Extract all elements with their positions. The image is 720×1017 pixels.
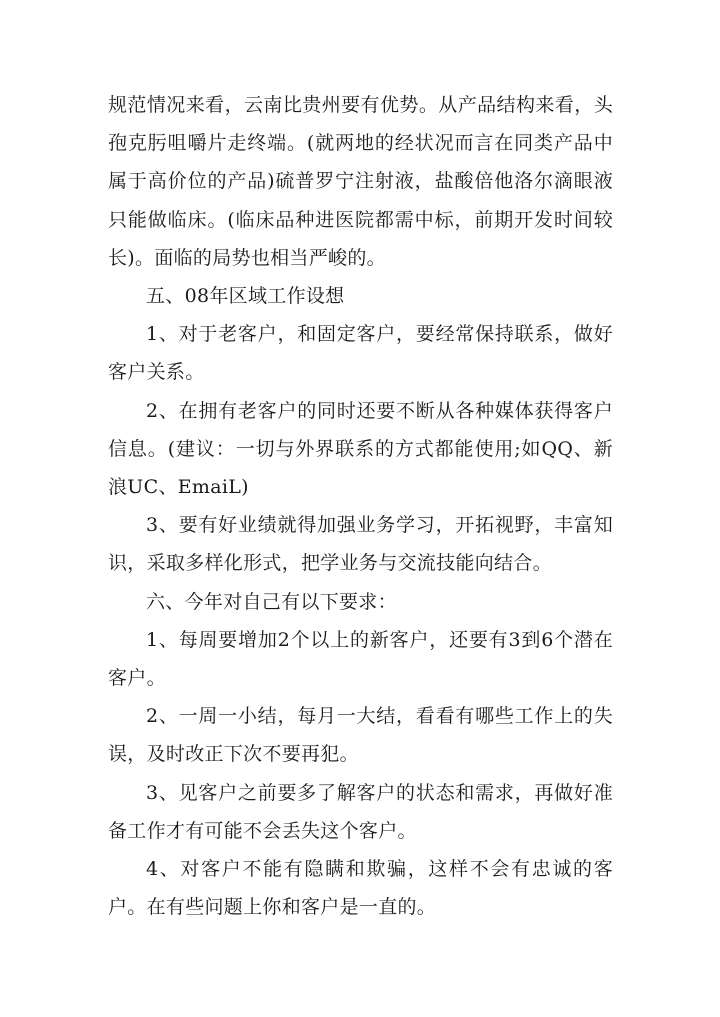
paragraph-item: 3、见客户之前要多了解客户的状态和需求，再做好准备工作才有可能不会丢失这个客户。 [108, 781, 613, 842]
paragraph-item: 1、对于老客户，和固定客户，要经常保持联系，做好客户关系。 [108, 323, 613, 384]
section-heading-five: 五、08年区域工作设想 [146, 285, 345, 308]
paragraph-item: 2、在拥有老客户的同时还要不断从各种媒体获得客户信息。(建议：一切与外界联系的方式都能使用;如QQ、新浪UC、EmaiL) [108, 399, 613, 499]
paragraph-item: 2、一周一小结，每月一大结，看看有哪些工作上的失误，及时改正下次不要再犯。 [108, 705, 613, 766]
document-body [108, 86, 613, 926]
section-heading-six: 六、今年对自己有以下要求： [146, 590, 397, 613]
paragraph-item: 4、对客户不能有隐瞒和欺骗，这样不会有忠诚的客户。在有些问题上你和客户是一直的。 [108, 858, 613, 919]
paragraph-item: 1、每周要增加2个以上的新客户，还要有3到6个潜在客户。 [108, 628, 613, 690]
paragraph-item: 3、要有好业绩就得加强业务学习，开拓视野，丰富知识，采取多样化形式，把学业务与交流技能向结合。 [108, 514, 613, 575]
paragraph-continuation: 规范情况来看，云南比贵州要有优势。从产品结构来看，头孢克肟咀嚼片走终端。(就两地的经状况而言在同类产品中属于高价位的产品)硫普罗宁注射液，盐酸倍他洛尔滴眼液只能做临床。(临床品种进医院都需中标，前期开发时间较长)。面临的局势也相当严峻的。 [108, 94, 613, 269]
